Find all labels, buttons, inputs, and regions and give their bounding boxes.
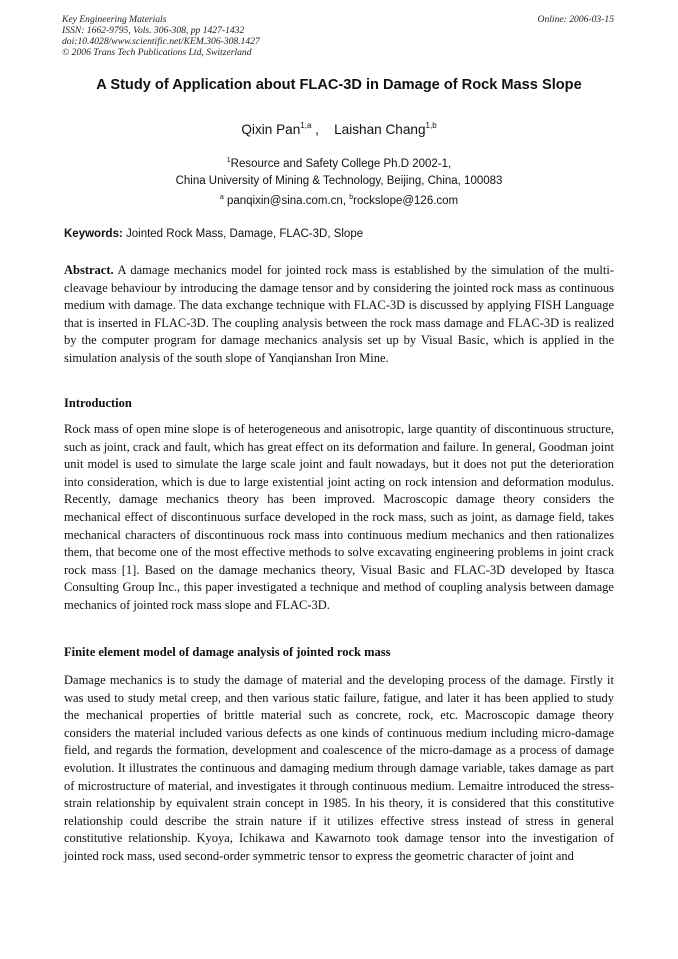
author-2: Laishan Chang bbox=[334, 122, 426, 137]
author-1-affil: 1,a bbox=[300, 121, 312, 130]
introduction-text: Rock mass of open mine slope is of heterogeneous and anisotropic, large quantity of discontinuous structure, such as joint, crack and fault, which has great effect on its deformation and failure. In general, Goodman joint unit model is used to simulate the large scale joint and fault nowadays, but it does not put the deterioration into consideration, which is due to large existential joint acting on rock intension and deformation modulus. Recently, damage mechanics theory has been improved. Macroscopic damage theory considers the mechanical effect of discontinuous surface developed in the rock mass, such as joint, as damage field, takes mechanical characters of discontinuous rock mass into continuous medium mechanics and then rationalizes them, that become one of the most effective methods to solve excavating engineering problems in joint crack rock mass [1]. Based on the damage mechanics theory, Visual Basic and FLAC-3D developed by Itasca Consulting Group Inc., this paper investigated a technique and method of coupling analysis between damage mechanics of jointed rock mass slope and FLAC-3D. bbox=[64, 422, 614, 612]
keywords-label: Keywords: bbox=[64, 228, 123, 240]
abstract bbox=[64, 262, 614, 368]
email-marker-b: b bbox=[349, 194, 354, 201]
abstract-text: A damage mechanics model for jointed rock mass is established by the simulation of the multi-cleavage behaviour by introducing the damage tensor and by considering the jointed rock mass as continuous medium with damage. The data exchange technique with FLAC-3D is discussed by applying FISH Language that is inserted in FLAC-3D. The coupling analysis between the rock mass damage and FLAC-3D is realized by the computer program for damage mechanics analysis set up by Visual Basic, which is applied in the simulation analysis of the south slope of Yanqianshan Iron Mine. bbox=[64, 263, 614, 365]
affiliation-marker: 1 bbox=[226, 157, 231, 164]
journal-header bbox=[62, 14, 260, 58]
email-a[interactable]: panqixin@sina.com.cn, bbox=[223, 195, 350, 207]
affiliation-line-1: Resource and Safety College Ph.D 2002-1, bbox=[230, 158, 452, 170]
fem-section-heading: Finite element model of damage analysis of jointed rock mass bbox=[64, 645, 391, 659]
abstract-label: Abstract. bbox=[64, 263, 114, 277]
author-separator: , bbox=[311, 122, 319, 137]
keywords-text: Jointed Rock Mass, Damage, FLAC-3D, Slope bbox=[122, 228, 364, 240]
affiliation-line-2: China University of Mining & Technology, Beijing, China, 100083 bbox=[175, 174, 503, 187]
introduction-heading: Introduction bbox=[64, 396, 132, 410]
email-line bbox=[0, 194, 678, 207]
issn-line: ISSN: 1662-9795, Vols. 306-308, pp 1427-1432 bbox=[62, 25, 245, 36]
email-marker-a: a bbox=[219, 194, 224, 201]
paper-title: A Study of Application about FLAC-3D in Damage of Rock Mass Slope bbox=[96, 77, 582, 93]
author-list bbox=[0, 121, 678, 137]
keywords bbox=[64, 228, 363, 240]
doi-line: doi:10.4028/www.scientific.net/KEM.306-308.1427 bbox=[62, 36, 260, 47]
email-b[interactable]: rockslope@126.com bbox=[353, 195, 459, 207]
fem-section-text: Damage mechanics is to study the damage of material and the developing process of the damage. Firstly it was used to study metal creep, and then various static failure, fatigue, and later it has been applied to study the mechanical properties of brittle material such as concrete, rock, etc. Macroscopic damage theory considers the material included various defects as one kinds of continuous medium including micro-damage field, and regards the formation, development and coalescence of the micro-damage as a process of damage evolution. It illustrates the continuous and damaging medium through damage variable, takes damage as part of microstructure of material, and investigates it through continuous medium. Lemaitre introduced the stress-strain relationship by equivalent strain concept in 1985. In his theory, it is considered that this constitutive relationship could describe the strain nature if it utilizes effective stress instead of stress in general constitutive relationship. Kyoya, Ichikawa and Kawarnoto took damage tensor into the investigation of jointed rock mass, used second-order symmetric tensor to express the geometric character of joint and bbox=[64, 673, 614, 863]
author-1: Qixin Pan bbox=[241, 122, 301, 137]
author-2-affil: 1,b bbox=[425, 121, 437, 130]
affiliation bbox=[0, 153, 678, 189]
online-date: Online: 2006-03-15 bbox=[537, 14, 614, 25]
journal-name: Key Engineering Materials bbox=[62, 14, 167, 25]
copyright-line: © 2006 Trans Tech Publications Ltd, Switzerland bbox=[62, 47, 252, 58]
